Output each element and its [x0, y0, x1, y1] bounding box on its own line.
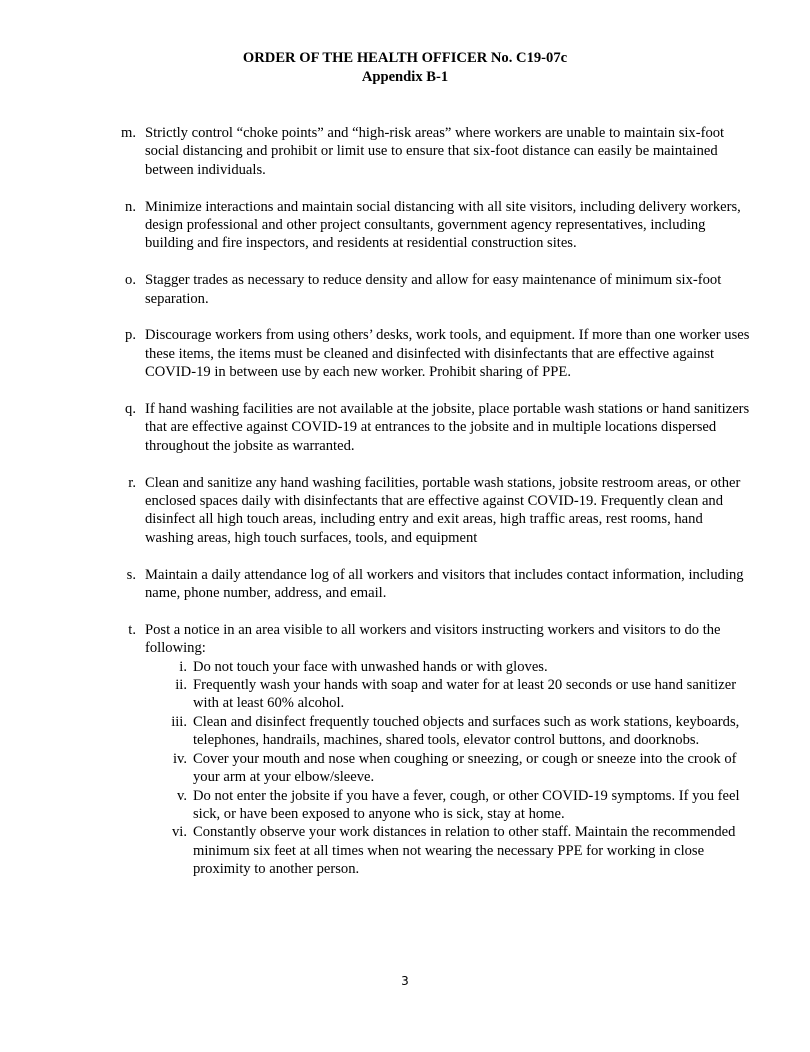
item-marker: r.	[128, 474, 136, 491]
subitem-text: Frequently wash your hands with soap and water for at least 20 seconds or use hand sanitizer with at least 60% alcohol.	[193, 677, 737, 712]
item-marker: s.	[126, 566, 136, 583]
document-header	[0, 49, 810, 86]
subitem-text: Do not enter the jobsite if you have a fever, cough, or other COVID-19 symptoms. If you feel sick, or have been exposed to anyone who is sick, stay at home.	[193, 787, 740, 822]
subitem-marker: i.	[179, 658, 187, 675]
sublist-item-iv	[145, 750, 752, 787]
sublist-item-i	[145, 658, 752, 676]
item-marker: p.	[125, 327, 136, 344]
appendix-title: Appendix B-1	[361, 68, 449, 85]
item-marker: n.	[125, 198, 136, 215]
sublist-item-ii	[145, 676, 752, 713]
item-marker: o.	[125, 272, 136, 289]
subitem-marker: iii.	[171, 713, 187, 730]
subitem-marker: vi.	[172, 824, 187, 841]
item-text: Post a notice in an area visible to all workers and visitors instructing workers and visitors to do the following:	[145, 621, 721, 657]
subitem-text: Clean and disinfect frequently touched objects and surfaces such as work stations, keyboards, telephones, handrails, machines, shared tools, elevator control buttons, and doorknobs.	[193, 713, 740, 749]
list-item-o	[112, 271, 752, 308]
item-marker: t.	[128, 621, 136, 638]
subitem-marker: iv.	[172, 750, 187, 767]
requirements-list	[112, 124, 752, 897]
item-marker: q.	[125, 401, 136, 418]
list-item-s	[112, 566, 752, 603]
notice-sublist	[145, 658, 752, 879]
item-text: Stagger trades as necessary to reduce density and allow for easy maintenance of minimum six-foot separation.	[145, 272, 722, 307]
sublist-item-vi	[145, 823, 752, 878]
list-item-m	[112, 124, 752, 179]
sublist-item-iii	[145, 713, 752, 750]
item-text: Strictly control “choke points” and “high-risk areas” where workers are unable to maintain six-foot social distancing and prohibit or limit use to ensure that six-foot distance can easily be maintained between individuals.	[145, 125, 725, 178]
page-number: 3	[401, 974, 409, 988]
subitem-marker: ii.	[175, 677, 187, 694]
list-item-n	[112, 198, 752, 253]
item-marker: m.	[121, 125, 136, 141]
list-item-t	[112, 621, 752, 879]
item-text: Maintain a daily attendance log of all workers and visitors that includes contact information, including name, phone number, address, and email.	[145, 566, 744, 602]
subitem-text: Constantly observe your work distances in relation to other staff. Maintain the recommended minimum six feet at all times when not wearing the necessary PPE for working in close proximity to another person.	[193, 824, 736, 878]
order-title: ORDER OF THE HEALTH OFFICER No. C19-07c	[242, 50, 568, 66]
list-item-r	[112, 474, 752, 548]
subitem-marker: v.	[177, 787, 187, 804]
list-item-q	[112, 400, 752, 455]
item-text: If hand washing facilities are not available at the jobsite, place portable wash stations or hand sanitizers that are effective against COVID-19 at entrances to the jobsite and in multiple locations dispersed throughout the jobsite as warranted.	[145, 401, 750, 454]
item-text: Minimize interactions and maintain social distancing with all site visitors, including delivery workers, design professional and other project consultants, government agency representatives, including building and fire inspectors, and residents at residential construction sites.	[145, 198, 741, 252]
subitem-text: Do not touch your face with unwashed hands or with gloves.	[193, 658, 548, 675]
list-item-p	[112, 326, 752, 381]
item-text: Clean and sanitize any hand washing facilities, portable wash stations, jobsite restroom areas, or other enclosed spaces daily with disinfectants that are effective against COVID-19. Frequently clean and disinfect all high touch areas, including entry and exit areas, high traffic areas, rest rooms, hand washing areas, high touch surfaces, tools, and equipment	[145, 474, 741, 546]
sublist-item-v	[145, 787, 752, 824]
item-text: Discourage workers from using others’ desks, work tools, and equipment. If more than one worker uses these items, the items must be cleaned and disinfected with disinfectants that are effective against COVID-19 in between use by each new worker. Prohibit sharing of PPE.	[145, 327, 750, 381]
subitem-text: Cover your mouth and nose when coughing or sneezing, or cough or sneeze into the crook of your arm at your elbow/sleeve.	[193, 750, 737, 786]
